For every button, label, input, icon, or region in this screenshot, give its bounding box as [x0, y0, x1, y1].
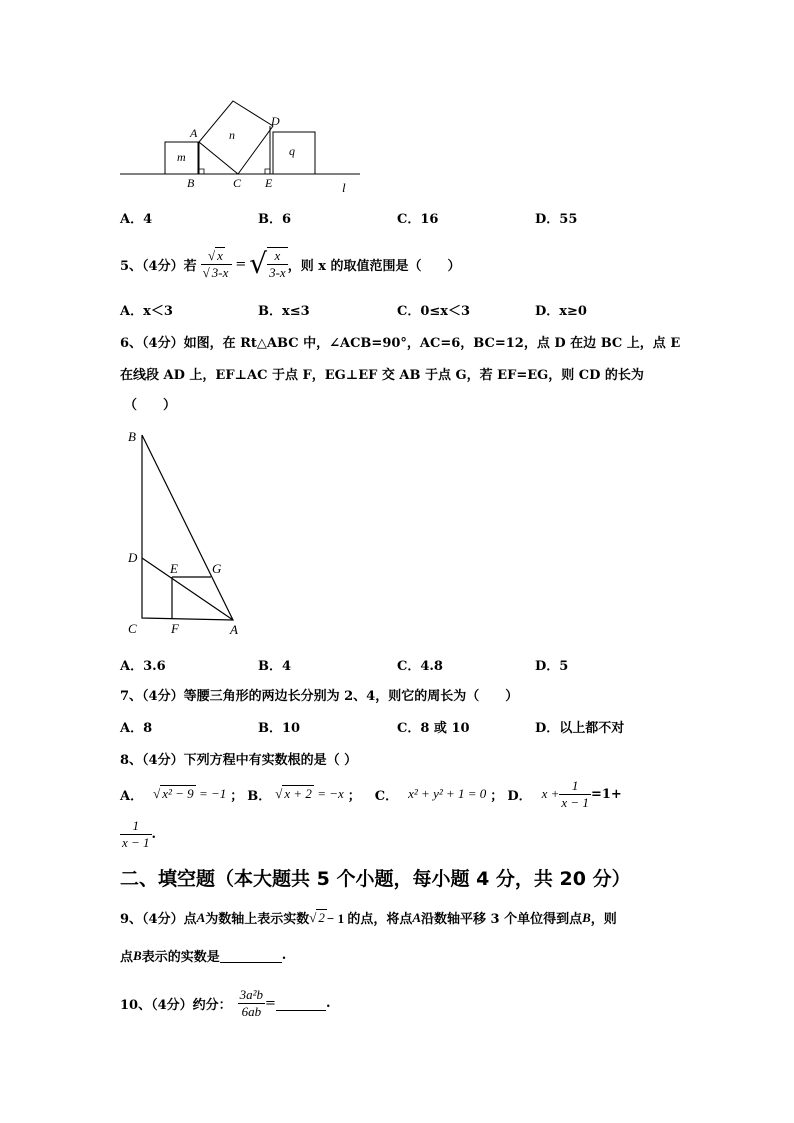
right-angle-E	[265, 169, 270, 174]
figure-squares	[115, 95, 375, 200]
q7-stem: 7、（4分）等腰三角形的两边长分别为 2、4，则它的周长为（ ）	[120, 689, 519, 704]
q8-option-a-label[interactable]: A．	[120, 788, 144, 804]
label-E: E	[265, 176, 273, 190]
q8-option-a-expr: √ x² − 9 = −1	[153, 786, 227, 801]
q8-option-c-label[interactable]: C．	[374, 788, 399, 804]
q7-option-b[interactable]: B．10	[258, 721, 301, 736]
q5-fraction-right: $\frac{x}{3-x}$	[269, 248, 286, 280]
square-n	[199, 101, 273, 174]
q5-fraction-left: $\frac{√ x}{√ 3-x}$	[201, 248, 233, 281]
q5-stem	[120, 244, 461, 284]
label-n: n	[229, 128, 235, 142]
q7-option-a[interactable]: A．8	[120, 721, 153, 736]
q6-stem-line1: 6、（4分）如图，在 Rt△ABC 中，∠ACB=90°，AC=6，BC=12，点 D 在边 BC 上，点 E	[120, 336, 681, 351]
q8-sep-2: ；	[347, 788, 361, 804]
label-E: E	[170, 561, 178, 576]
q4-option-b[interactable]: B．6	[258, 212, 292, 227]
triangle-ABC	[142, 435, 233, 620]
q10-fraction: $\frac{\text{3a²b}}{6ab}$	[239, 986, 264, 1019]
q8-stem: 8、（4分）下列方程中有实数根的是（ ）	[120, 753, 358, 768]
q9-text-7: 表示的实数是	[141, 950, 220, 965]
q6-option-c[interactable]: C．4.8	[397, 659, 443, 674]
q5-option-b[interactable]: B．x≤3	[258, 304, 310, 319]
q8-sep-3: ；	[490, 788, 504, 804]
label-C: C	[233, 176, 242, 190]
label-q: q	[289, 144, 295, 158]
q9-text-4: 沿数轴平移 3 个单位得到点	[421, 912, 583, 927]
q8-end-period: .	[151, 826, 157, 842]
q8-option-d-continued	[120, 814, 156, 854]
q8-sep-1: ；	[230, 788, 244, 804]
q8-option-d-fraction-2: $\frac{1}{x - 1}$	[122, 817, 150, 850]
label-C: C	[128, 621, 137, 636]
q5-equals: =	[235, 256, 247, 272]
q10-end-period: .	[325, 995, 331, 1011]
q6-stem-line2: 在线段 AD 上，EF⊥AC 于点 F，EG⊥EF 交 AB 于点 G，若 EF=EG，则 CD 的长为	[120, 368, 644, 383]
q9-stem-line1	[120, 908, 617, 927]
q9-text-1: 9、（4分）点	[120, 912, 197, 927]
q9-stem-line2	[120, 946, 286, 965]
label-D: D	[271, 114, 280, 128]
q9-text-5: ，则	[590, 912, 617, 927]
q7-option-c[interactable]: C．8 或 10	[397, 721, 470, 736]
q9-point-b: B	[582, 909, 591, 925]
q6-option-a[interactable]: A．3.6	[120, 659, 166, 674]
section-2-heading: 二、填空题（本大题共 5 个小题，每小题 4 分，共 20 分）	[120, 868, 631, 890]
q5-option-c[interactable]: C．0≤x＜3	[397, 304, 471, 319]
q9-point-a: A	[196, 909, 206, 925]
q8-options	[120, 775, 622, 813]
q8-option-d-fraction: $\frac{1}{x - 1}$	[561, 777, 589, 810]
q9-answer-blank[interactable]	[220, 948, 282, 963]
label-l: l	[342, 180, 346, 195]
q5-prefix: 5、（4分）若	[120, 258, 197, 274]
label-A: A	[190, 126, 198, 140]
label-G: G	[212, 561, 222, 576]
q5-option-d[interactable]: D．x≥0	[535, 304, 587, 319]
q10-equals: =	[265, 995, 276, 1011]
q5-option-a[interactable]: A．x＜3	[120, 304, 173, 319]
q9-point-a-2: A	[412, 909, 422, 925]
q9-end-period: .	[281, 948, 287, 963]
q9-point-b-2: B	[133, 947, 142, 963]
q8-option-d-label[interactable]: D．	[507, 788, 532, 804]
q7-option-d[interactable]: D．以上都不对	[535, 721, 625, 736]
q9-radical: √ 2	[309, 909, 325, 925]
q10-stem	[120, 983, 330, 1023]
q8-option-d-pre: x +	[541, 786, 560, 801]
q9-text-2: 为数轴上表示实数	[205, 912, 310, 927]
q8-option-d-post: =1+	[590, 786, 622, 802]
q8-option-b-expr: √ x + 2 = −x	[275, 786, 344, 801]
q10-prefix: 10、（4分）约分：	[120, 997, 232, 1013]
q6-option-d[interactable]: D．5	[535, 659, 569, 674]
q6-answer-paren: （ ）	[124, 398, 177, 413]
right-angle-B	[199, 169, 204, 174]
label-m: m	[177, 150, 186, 164]
label-B: B	[128, 429, 136, 444]
q9-text-6: 点	[120, 950, 134, 965]
label-B: B	[187, 176, 195, 190]
q5-radical-sign: √	[249, 247, 268, 280]
q4-option-a[interactable]: A．4	[120, 212, 153, 227]
label-F: F	[171, 621, 179, 636]
label-A: A	[230, 622, 238, 637]
label-D: D	[128, 550, 138, 565]
q9-text-3: − 1 的点，将点	[326, 911, 413, 926]
q4-option-c[interactable]: C．16	[397, 212, 439, 227]
q6-option-b[interactable]: B．4	[258, 659, 292, 674]
q8-option-b-label[interactable]: B．	[247, 788, 272, 804]
q5-suffix: ，则 x 的取值范围是（ ）	[287, 258, 461, 274]
figure-triangle	[120, 425, 250, 640]
q8-option-c-expr: x² + y² + 1 = 0	[408, 786, 487, 801]
q4-option-d[interactable]: D．55	[535, 212, 578, 227]
q10-answer-blank[interactable]	[276, 996, 326, 1011]
